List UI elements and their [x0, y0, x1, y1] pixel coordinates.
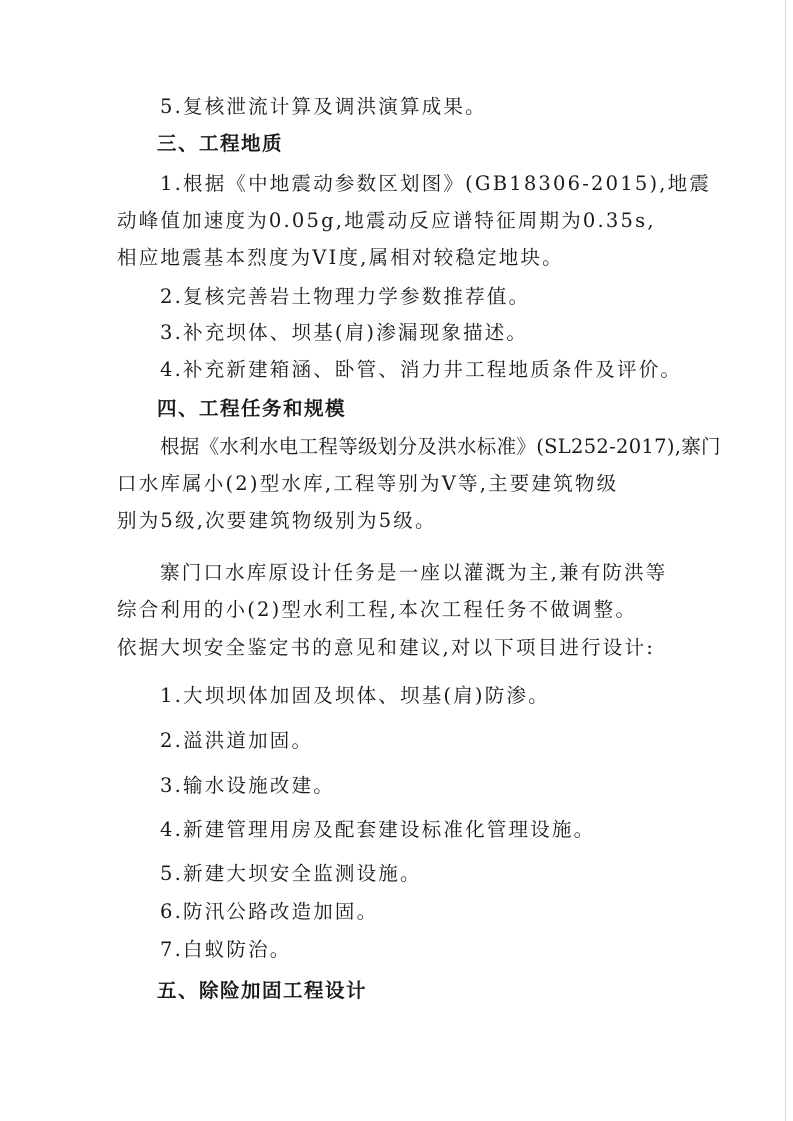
list-item: 7.白蚁防治。	[160, 938, 292, 961]
paragraph-line: 口水库属小(2)型水库,工程等别为V等,主要建筑物级	[117, 472, 619, 495]
list-item: 3.补充坝体、坝基(肩)渗漏现象描述。	[160, 321, 529, 344]
list-item: 2.复核完善岩土物理力学参数推荐值。	[160, 285, 531, 308]
list-item: 1.大坝坝体加固及坝体、坝基(肩)防渗。	[160, 684, 550, 707]
scan-edge-line	[785, 0, 786, 1121]
list-item: 4.补充新建箱涵、卧管、消力井工程地质条件及评价。	[160, 358, 683, 381]
paragraph-line: 综合利用的小(2)型水利工程,本次工程任务不做调整。	[117, 598, 638, 621]
list-item: 2.溢洪道加固。	[160, 729, 314, 752]
list-item: 4.新建管理用房及配套建设标准化管理设施。	[160, 818, 596, 841]
section-heading-geology: 三、工程地质	[157, 132, 284, 155]
list-item: 3.输水设施改建。	[160, 774, 335, 797]
section-heading-task-scale: 四、工程任务和规模	[157, 397, 347, 420]
list-item: 1.根据《中地震动参数区划图》(GB18306-2015),地震	[160, 172, 712, 195]
section-heading-reinforcement-design: 五、除险加固工程设计	[157, 979, 368, 1002]
paragraph-line: 根据《水利水电工程等级划分及洪水标准》(SL252-2017),寨门	[160, 435, 721, 458]
paragraph-line: 动峰值加速度为0.05g,地震动反应谱特征周期为0.35s,	[117, 209, 656, 232]
paragraph-line: 依据大坝安全鉴定书的意见和建议,对以下项目进行设计:	[117, 636, 655, 659]
paragraph-line: 相应地震基本烈度为VI度,属相对较稳定地块。	[117, 246, 564, 269]
paragraph-line: 别为5级,次要建筑物级别为5级。	[117, 509, 437, 532]
list-item: 6.防汛公路改造加固。	[160, 900, 379, 923]
paragraph-line: 寨门口水库原设计任务是一座以灌溉为主,兼有防洪等	[160, 561, 668, 584]
list-item: 5.复核泄流计算及调洪演算成果。	[160, 95, 487, 118]
list-item: 5.新建大坝安全监测设施。	[160, 862, 422, 885]
